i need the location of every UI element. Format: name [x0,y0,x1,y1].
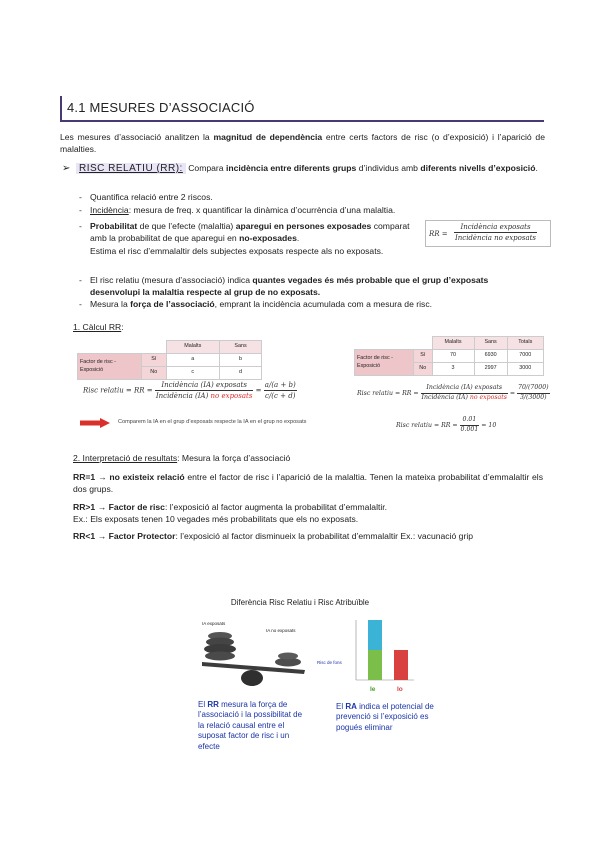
rr-formula-example: Risc relatiu = RR = Incidència (IA) exposats Incidència (IA) no exposats = $\frac{70/(7000)}{3/(3000)}$ [357,384,549,401]
rr-heading: ➢ RISC RELATIU (RR): Compara incidència entre diferents grups d’individus amb diferents nivells d’exposició. [76,162,545,177]
bar-label-io: Io [397,686,403,693]
ia-no-exposats-label: IA no exposats [266,628,296,633]
stone-4 [205,652,235,661]
risk-bar-chart [316,618,416,698]
arrow-caption: Comparem la IA en el grup d’exposats respecte la IA en el grup no exposats [118,419,307,425]
balance-fulcrum [241,670,263,686]
rr-bullet-1: - Quantifica relació entre 2 riscos. [90,191,538,203]
bar-ie-risc-de-fons [368,650,382,680]
rr-boxed-formula: RR = Incidència exposats Incidència no exposats [425,220,551,247]
rr-formula-general: Risc relatiu = RR = Incidència (IA) exposats Incidència (IA) no exposats = $\frac{a/(a + b)}{c/(c + d)}$ [83,381,296,401]
figure-title: Diferència Risc Relatiu i Risc Atribuïble [230,598,370,607]
bar-label-ie: Ie [370,686,376,693]
rr-bullet-4: - El risc relatiu (mesura d’associació) indica quantes vegades és més probable que el grup d’exposats desenvolupi la malaltia respecte al grup de no exposats. [90,274,538,299]
rr-label: RISC RELATIU (RR): [76,163,186,174]
red-arrow-icon [80,418,110,428]
ra-explanation: El RA indica el potencial de prevenció si l’exposició es pogués eliminar [336,702,434,732]
interp-rr-less-1: RR<1 → Factor Protector: l’exposició al factor disminueix la probabilitat d’emmalaltir Ex.: vacunació grip [73,531,474,541]
rr-formula-result: Risc relatiu = RR = $\frac{0.01}{0.001}$ = 10 [396,416,497,433]
interp-heading: 2. Interpretació de resultats: Mesura la força d’associació [73,453,291,463]
contingency-table-example: Malalts Sans Totals Factor de risc - Exposició Sí 70 6930 7000 No 3 2997 3000 [354,336,544,376]
ia-exposats-label: IA exposats [202,621,226,626]
interp-rr-greater-1: RR>1 → Factor de risc: l’exposició al factor augmenta la probabilitat d’emmalaltir. Ex.: Els exposats tenen 10 vegades més probabilitats que els no exposats. [73,502,388,525]
section-title-box [60,96,544,122]
intro-paragraph: Les mesures d’associació analitzen la magnitud de dependència entre certs factors de risc (o d’exposició) i l’aparició de malalties. [60,132,545,155]
balance-stones-illustration [200,626,310,688]
bar-io-risc-de-fons [394,650,408,680]
contingency-table-generic: Malalts Sans Factor de risc - Exposició Sí a b No c d [77,340,262,380]
rr-bullet-3: - Probabilitat de que l’efecte (malaltia) aparegui en persones exposades comparat amb la probabilitat de que aparegui en no-exposades. Estima el risc d’emmalaltir dels subjectes exposats respecte als no exposats. [90,220,420,257]
bar-ie-risc-atribuible [368,620,382,650]
stone-6 [278,653,298,660]
rr-bullet-2: - Incidència: mesura de freq. x quantificar la dinàmica d’ocurrència d’una malaltia. [90,204,538,216]
arrow-bullet-icon: ➢ [62,163,71,174]
section-title: 4.1 MESURES D’ASSOCIACIÓ [67,100,255,115]
calc-heading: 1. Càlcul RR: [73,322,124,332]
rr-explanation: El RR mesura la força de l’associació i la possibilitat de la relació causal entre el suposat factor de risc i un efecte [198,700,303,751]
rr-bullet-5: - Mesura la força de l’associació, emprant la incidència acumulada com a mesura de risc. [90,298,538,310]
risc-de-fons-label: Risc de fons [317,660,342,665]
interp-rr-equal-1: RR=1 → no existeix relació entre el factor de risc i l’aparició de la malaltia. Tenen la mateixa probabilitat d’emmalaltir els dos grups. [73,472,543,495]
